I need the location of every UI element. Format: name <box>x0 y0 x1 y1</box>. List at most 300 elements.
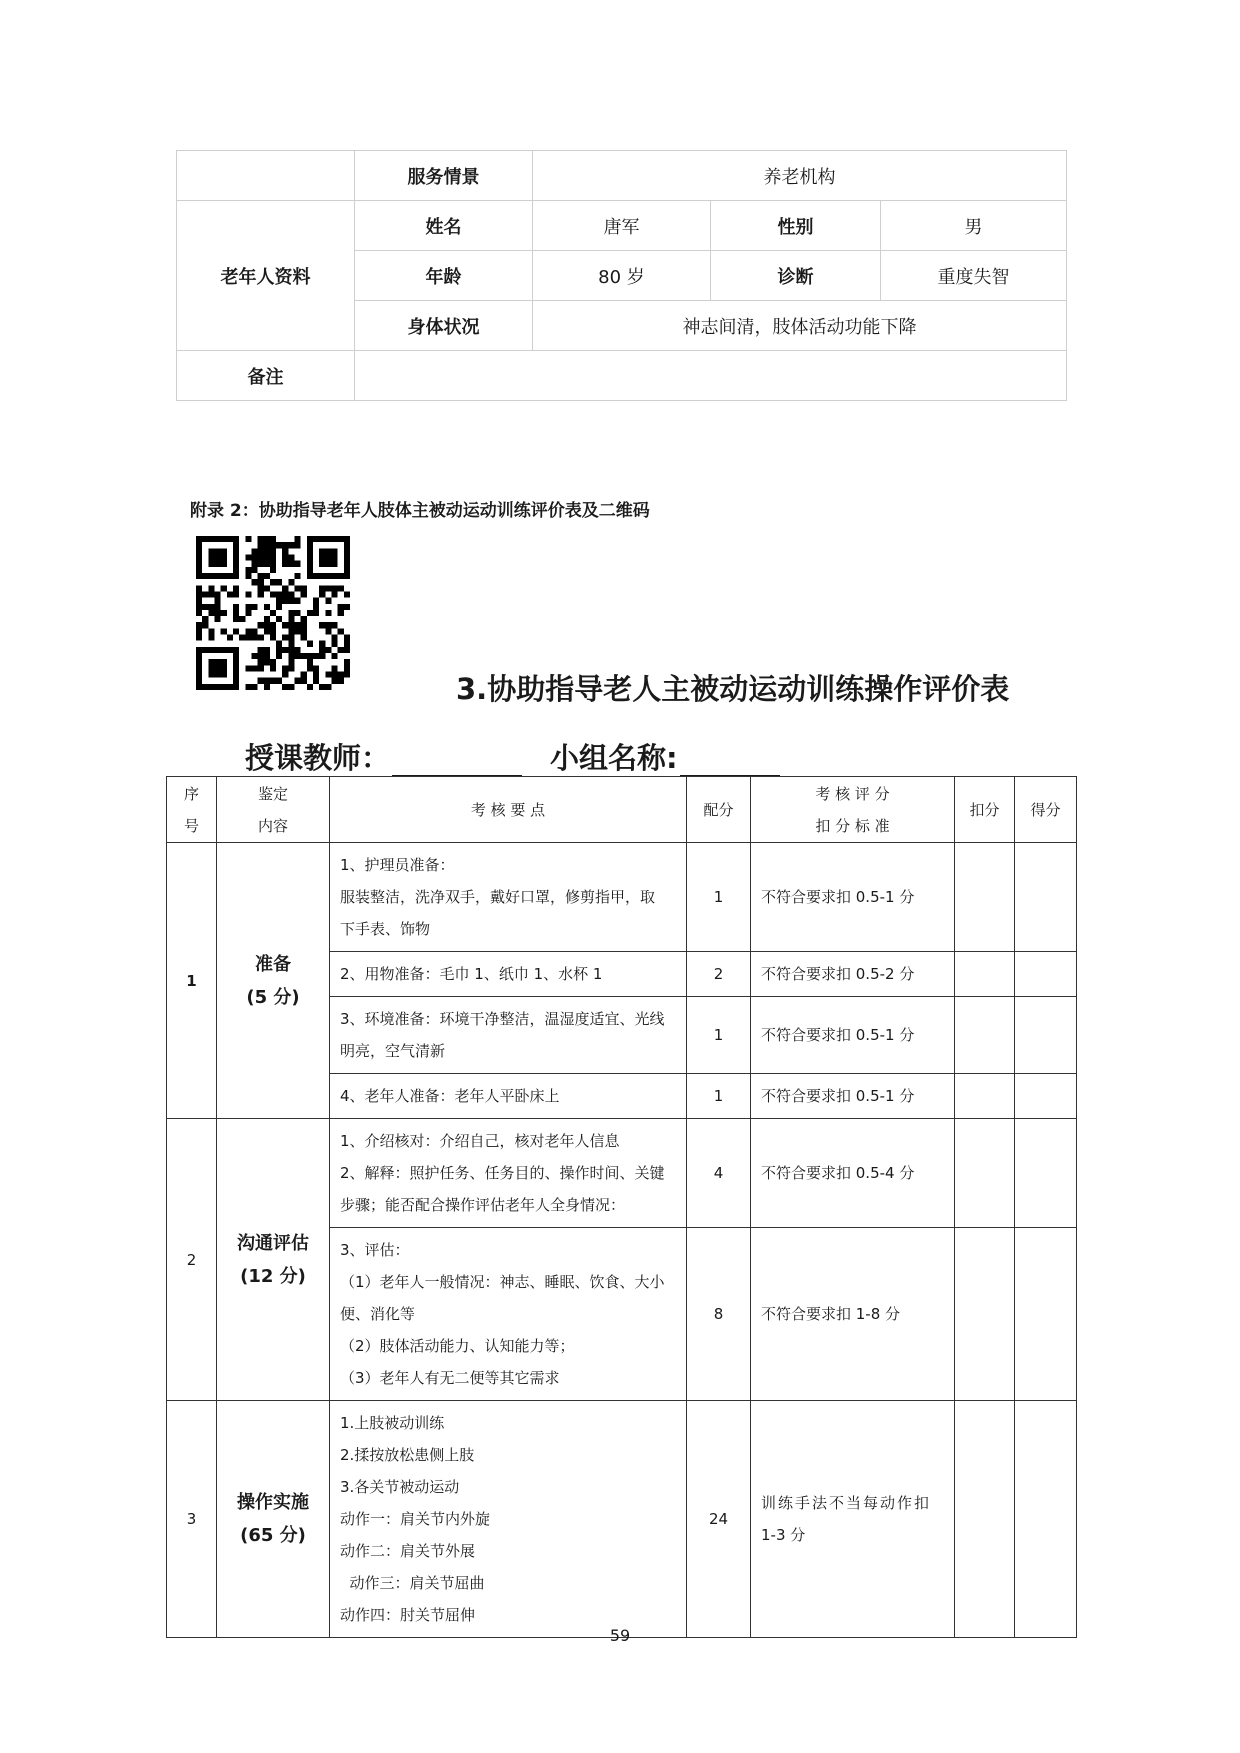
qr-module <box>307 548 313 554</box>
condition-value: 神志间清，肢体活动功能下降 <box>533 301 1067 351</box>
qr-module <box>208 672 214 678</box>
qr-module <box>251 635 257 641</box>
deduct-cell[interactable] <box>955 843 1015 952</box>
row-score: 2 <box>687 952 751 997</box>
qr-module <box>264 604 270 610</box>
qr-module <box>208 573 214 579</box>
qr-module <box>295 585 301 591</box>
row-standard: 不符合要求扣 0.5-4 分 <box>751 1119 955 1228</box>
row-standard: 训练手法不当每动作扣 1-3 分 <box>751 1401 955 1638</box>
qr-module <box>221 659 227 665</box>
qr-module <box>233 647 239 653</box>
qr-module <box>264 561 270 567</box>
qr-module <box>332 641 338 647</box>
qr-module <box>319 548 325 554</box>
qr-module <box>202 616 208 622</box>
qr-module <box>221 561 227 567</box>
qr-module <box>270 579 276 585</box>
qr-module <box>221 610 227 616</box>
qr-module <box>208 604 214 610</box>
qr-module <box>319 647 325 653</box>
name-value: 唐军 <box>533 201 711 251</box>
qr-module <box>307 536 313 542</box>
qr-module <box>258 579 264 585</box>
qr-module <box>221 647 227 653</box>
qr-module <box>332 622 338 628</box>
qr-module <box>202 622 208 628</box>
header-deduct: 扣分 <box>955 777 1015 843</box>
qr-module <box>307 684 313 690</box>
qr-module <box>214 659 220 665</box>
qr-module <box>258 653 264 659</box>
qr-module <box>319 622 325 628</box>
qr-module <box>313 665 319 671</box>
qr-module <box>221 665 227 671</box>
qr-module <box>282 598 288 604</box>
qr-module <box>245 554 251 560</box>
qr-module <box>264 573 270 579</box>
qr-module <box>245 536 251 542</box>
qr-module <box>233 678 239 684</box>
qr-module <box>325 536 331 542</box>
table-header-row <box>167 777 1077 843</box>
qr-module <box>233 573 239 579</box>
check-points: 3、环境准备：环境干净整洁，温湿度适宜、光线 明亮，空气清新 <box>330 997 687 1074</box>
qr-module <box>301 672 307 678</box>
qr-module <box>313 604 319 610</box>
deduct-cell[interactable] <box>955 1119 1015 1228</box>
deduct-cell[interactable] <box>955 1074 1015 1119</box>
qr-module <box>307 653 313 659</box>
diagnosis-value: 重度失智 <box>881 251 1067 301</box>
qr-module <box>233 536 239 542</box>
qr-module <box>196 628 202 634</box>
qr-module <box>307 665 313 671</box>
row-score: 1 <box>687 843 751 952</box>
qr-module <box>325 647 331 653</box>
service-scene-value: 养老机构 <box>533 151 1067 201</box>
header-got: 得分 <box>1015 777 1077 843</box>
qr-module <box>319 641 325 647</box>
teacher-blank <box>392 745 522 777</box>
qr-module <box>288 659 294 665</box>
appendix-title: 附录 2：协助指导老年人肢体主被动运动训练评价表及二维码 <box>190 501 650 521</box>
qr-module <box>196 548 202 554</box>
group-label: 小组名称: <box>550 741 678 775</box>
qr-module <box>313 573 319 579</box>
qr-module <box>344 672 350 678</box>
qr-module <box>233 616 239 622</box>
qr-module <box>233 665 239 671</box>
service-scene-label: 服务情景 <box>355 151 533 201</box>
qr-module <box>214 616 220 622</box>
header-score: 配分 <box>687 777 751 843</box>
qr-module <box>214 610 220 616</box>
qr-module <box>344 635 350 641</box>
qr-module <box>338 678 344 684</box>
qr-module <box>221 573 227 579</box>
got-cell[interactable] <box>1015 1074 1077 1119</box>
header-standard: 考 核 评 分 扣 分 标 准 <box>751 777 955 843</box>
qr-module <box>196 554 202 560</box>
qr-module <box>233 628 239 634</box>
qr-module <box>295 678 301 684</box>
qr-module <box>258 548 264 554</box>
qr-module <box>282 548 288 554</box>
qr-module <box>282 647 288 653</box>
qr-module <box>258 554 264 560</box>
qr-module <box>307 554 313 560</box>
qr-module <box>264 678 270 684</box>
qr-module <box>233 591 239 597</box>
qr-module <box>319 573 325 579</box>
qr-module <box>295 573 301 579</box>
qr-module <box>325 573 331 579</box>
qr-module <box>251 604 257 610</box>
gender-value: 男 <box>881 201 1067 251</box>
qr-module <box>338 573 344 579</box>
qr-module <box>196 622 202 628</box>
qr-module <box>301 628 307 634</box>
qr-module <box>245 635 251 641</box>
qr-module <box>288 610 294 616</box>
qr-module <box>313 598 319 604</box>
qr-module <box>270 659 276 665</box>
qr-module <box>332 536 338 542</box>
row-score: 24 <box>687 1401 751 1638</box>
section-seq: 2 <box>167 1119 217 1401</box>
qr-module <box>233 604 239 610</box>
qr-module <box>258 591 264 597</box>
qr-module <box>196 684 202 690</box>
qr-module <box>196 635 202 641</box>
section-seq: 1 <box>167 843 217 1119</box>
qr-module <box>270 561 276 567</box>
qr-module <box>288 598 294 604</box>
qr-module <box>221 672 227 678</box>
qr-module <box>208 635 214 641</box>
qr-module <box>288 684 294 690</box>
qr-module <box>288 641 294 647</box>
got-cell[interactable] <box>1015 1119 1077 1228</box>
qr-module <box>282 672 288 678</box>
qr-module <box>258 573 264 579</box>
qr-module <box>301 585 307 591</box>
qr-module <box>325 548 331 554</box>
qr-module <box>196 536 202 542</box>
qr-module <box>313 610 319 616</box>
qr-module <box>332 665 338 671</box>
qr-module <box>208 591 214 597</box>
qr-module <box>270 542 276 548</box>
qr-module <box>344 554 350 560</box>
qr-module <box>319 653 325 659</box>
qr-module <box>332 635 338 641</box>
teacher-label: 授课教师： <box>245 741 391 775</box>
qr-module <box>251 684 257 690</box>
section-name: 沟通评估 (12 分) <box>217 1119 330 1401</box>
qr-module <box>288 647 294 653</box>
qr-module <box>245 684 251 690</box>
qr-module <box>196 604 202 610</box>
deduct-cell[interactable] <box>955 1228 1015 1401</box>
qr-module <box>196 678 202 684</box>
qr-module <box>233 554 239 560</box>
qr-module <box>344 536 350 542</box>
qr-module <box>332 678 338 684</box>
teacher-group-line <box>245 736 780 777</box>
got-cell[interactable] <box>1015 1401 1077 1638</box>
qr-module <box>233 610 239 616</box>
qr-module <box>344 567 350 573</box>
row-score: 8 <box>687 1228 751 1401</box>
qr-module <box>264 542 270 548</box>
qr-module <box>288 622 294 628</box>
qr-module <box>325 554 331 560</box>
qr-module <box>288 665 294 671</box>
check-points: 1、护理员准备： 服装整洁，洗净双手，戴好口罩，修剪指甲，取 下手表、饰物 <box>330 843 687 952</box>
qr-module <box>307 561 313 567</box>
qr-module <box>264 548 270 554</box>
qr-module <box>196 591 202 597</box>
qr-module <box>245 628 251 634</box>
qr-module <box>233 659 239 665</box>
qr-module <box>227 647 233 653</box>
qr-module <box>295 610 301 616</box>
qr-module <box>258 536 264 542</box>
qr-module <box>233 548 239 554</box>
qr-module <box>208 548 214 554</box>
qr-module <box>208 628 214 634</box>
qr-module <box>214 665 220 671</box>
table-row <box>167 843 1077 952</box>
qr-module <box>196 567 202 573</box>
qr-module <box>214 536 220 542</box>
qr-module <box>332 554 338 560</box>
qr-module <box>276 598 282 604</box>
row-score: 1 <box>687 1074 751 1119</box>
qr-module <box>344 591 350 597</box>
qr-module <box>264 616 270 622</box>
qr-module <box>264 659 270 665</box>
qr-module <box>264 585 270 591</box>
row-score: 1 <box>687 997 751 1074</box>
qr-module <box>332 573 338 579</box>
qr-module <box>208 536 214 542</box>
qr-module <box>264 554 270 560</box>
qr-module <box>319 591 325 597</box>
qr-module <box>245 665 251 671</box>
qr-module <box>338 672 344 678</box>
qr-module <box>338 604 344 610</box>
qr-module <box>276 542 282 548</box>
qr-module <box>208 554 214 560</box>
qr-module <box>227 591 233 597</box>
deduct-cell[interactable] <box>955 952 1015 997</box>
qr-module <box>301 622 307 628</box>
section-name: 操作实施 (65 分) <box>217 1401 330 1638</box>
qr-module <box>301 653 307 659</box>
qr-module <box>282 665 288 671</box>
got-cell[interactable] <box>1015 1228 1077 1401</box>
qr-module <box>307 567 313 573</box>
qr-module <box>270 665 276 671</box>
row-standard: 不符合要求扣 0.5-2 分 <box>751 952 955 997</box>
qr-module <box>214 561 220 567</box>
qr-module <box>288 542 294 548</box>
qr-module <box>276 653 282 659</box>
qr-module <box>313 672 319 678</box>
qr-module <box>344 548 350 554</box>
qr-module <box>325 598 331 604</box>
table-row <box>167 1119 1077 1228</box>
qr-module <box>288 554 294 560</box>
qr-module <box>301 616 307 622</box>
qr-module <box>233 561 239 567</box>
qr-module <box>276 579 282 585</box>
group-blank <box>680 745 780 777</box>
got-cell[interactable] <box>1015 997 1077 1074</box>
qr-module <box>196 585 202 591</box>
row-score: 4 <box>687 1119 751 1228</box>
check-points: 2、用物准备：毛巾 1、纸巾 1、水杯 1 <box>330 952 687 997</box>
qr-module <box>245 610 251 616</box>
qr-module <box>221 628 227 634</box>
qr-module <box>221 585 227 591</box>
deduct-cell[interactable] <box>955 997 1015 1074</box>
qr-module <box>214 604 220 610</box>
qr-module <box>295 647 301 653</box>
qr-module <box>344 647 350 653</box>
qr-module <box>258 678 264 684</box>
qr-module <box>227 635 233 641</box>
evaluation-table <box>166 776 1077 1638</box>
qr-module <box>307 641 313 647</box>
qr-module <box>221 554 227 560</box>
page-number: 59 <box>609 1626 631 1645</box>
got-cell[interactable] <box>1015 952 1077 997</box>
qr-module <box>208 665 214 671</box>
qr-module <box>325 585 331 591</box>
qr-module <box>208 561 214 567</box>
qr-module <box>270 548 276 554</box>
qr-module <box>282 622 288 628</box>
qr-module <box>221 536 227 542</box>
qr-module <box>258 665 264 671</box>
qr-module <box>270 678 276 684</box>
qr-module <box>227 536 233 542</box>
qr-module <box>332 672 338 678</box>
qr-module <box>325 610 331 616</box>
age-value: 80 岁 <box>533 251 711 301</box>
qr-module <box>233 542 239 548</box>
qr-module <box>282 585 288 591</box>
qr-module <box>251 561 257 567</box>
diagnosis-label: 诊断 <box>711 251 881 301</box>
section-name: 准备 (5 分) <box>217 843 330 1119</box>
qr-module <box>239 616 245 622</box>
table-row <box>167 1401 1077 1638</box>
qr-module <box>288 579 294 585</box>
qr-module <box>264 653 270 659</box>
qr-module <box>245 573 251 579</box>
check-points: 1.上肢被动训练 2.揉按放松患侧上肢 3.各关节被动运动 动作一：肩关节内外旋 动作二：肩关节外展 动作三：肩关节屈曲 动作四：肘关节屈伸 <box>330 1401 687 1638</box>
qr-module <box>196 665 202 671</box>
qr-module <box>295 561 301 567</box>
qr-module <box>245 604 251 610</box>
qr-module <box>251 548 257 554</box>
qr-module <box>227 684 233 690</box>
qr-module <box>325 622 331 628</box>
qr-module <box>258 542 264 548</box>
qr-module <box>202 684 208 690</box>
qr-module <box>270 591 276 597</box>
info-blank-cell <box>177 151 355 201</box>
qr-module <box>332 653 338 659</box>
qr-module <box>319 684 325 690</box>
qr-module <box>202 647 208 653</box>
qr-module <box>319 554 325 560</box>
qr-module <box>270 554 276 560</box>
qr-module <box>313 536 319 542</box>
qr-module <box>264 628 270 634</box>
row-standard: 不符合要求扣 0.5-1 分 <box>751 1074 955 1119</box>
qr-module <box>295 628 301 634</box>
qr-module <box>282 542 288 548</box>
qr-module <box>295 598 301 604</box>
qr-module <box>288 591 294 597</box>
qr-module <box>270 628 276 634</box>
qr-module <box>295 536 301 542</box>
elder-info-table <box>176 150 1067 401</box>
qr-module <box>251 579 257 585</box>
qr-module <box>233 567 239 573</box>
qr-module <box>251 653 257 659</box>
qr-module <box>307 573 313 579</box>
qr-module <box>196 598 202 604</box>
qr-module <box>196 561 202 567</box>
qr-module <box>251 567 257 573</box>
qr-module <box>264 647 270 653</box>
qr-module <box>270 610 276 616</box>
qr-module <box>270 567 276 573</box>
condition-label: 身体状况 <box>355 301 533 351</box>
qr-module <box>332 591 338 597</box>
deduct-cell[interactable] <box>955 1401 1015 1638</box>
section-seq: 3 <box>167 1401 217 1638</box>
qr-module <box>301 678 307 684</box>
qr-module <box>233 672 239 678</box>
age-label: 年龄 <box>355 251 533 301</box>
qr-module <box>307 542 313 548</box>
qr-module <box>214 647 220 653</box>
qr-module <box>288 635 294 641</box>
qr-module <box>338 647 344 653</box>
qr-module <box>196 573 202 579</box>
qr-module <box>270 635 276 641</box>
qr-module <box>214 684 220 690</box>
gender-label: 性别 <box>711 201 881 251</box>
check-points: 1、介绍核对：介绍自己，核对老年人信息 2、解释：照护任务、任务目的、操作时间、关键 步骤；能否配合操作评估老年人全身情况： <box>330 1119 687 1228</box>
qr-module <box>196 653 202 659</box>
got-cell[interactable] <box>1015 843 1077 952</box>
qr-module <box>288 561 294 567</box>
qr-module <box>264 684 270 690</box>
qr-module <box>214 573 220 579</box>
qr-module <box>288 616 294 622</box>
qr-module <box>282 684 288 690</box>
qr-module <box>276 604 282 610</box>
